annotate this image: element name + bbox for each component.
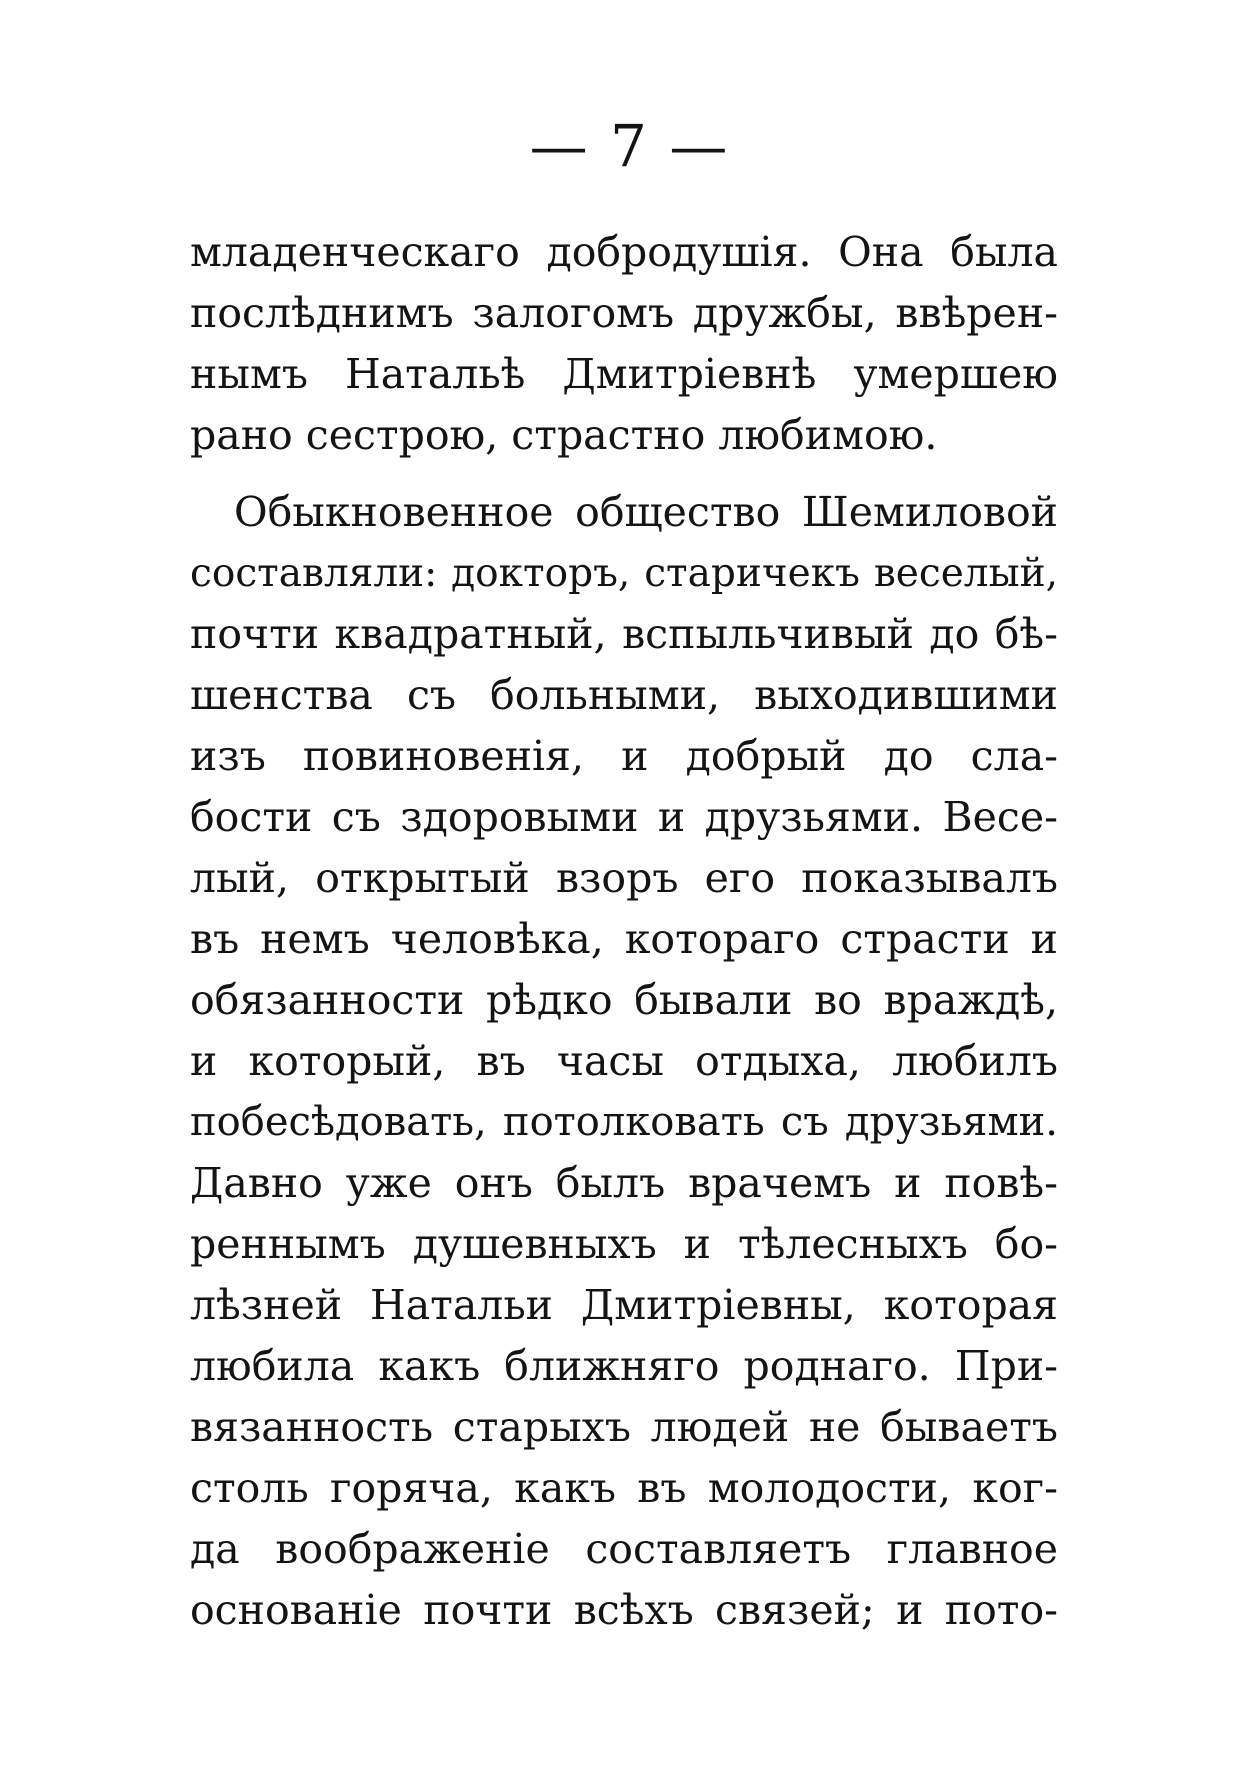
text-line: составляли: докторъ, старичекъ веселый,	[190, 551, 1058, 596]
text-line: лый, открытый взоръ его показывалъ	[190, 854, 1058, 902]
paragraph-2	[190, 482, 1058, 1641]
text-line: въ немъ человѣка, котораго страсти и	[190, 915, 1058, 963]
text-line: основаніе почти всѣхъ связей; и пото-	[190, 1586, 1058, 1634]
text-line: нымъ Натальѣ Дмитріевнѣ умершею	[190, 350, 1058, 398]
text-line: бости съ здоровыми и друзьями. Весе-	[190, 793, 1058, 841]
page-number: — 7 —	[529, 112, 730, 180]
text-line: почти квадратный, вспыльчивый до бѣ-	[190, 610, 1058, 658]
text-line: послѣднимъ залогомъ дружбы, ввѣрен-	[190, 289, 1058, 337]
text-line: реннымъ душевныхъ и тѣлесныхъ бо-	[190, 1220, 1058, 1268]
text-line: шенства съ больными, выходившими	[190, 671, 1058, 719]
text-line: столь горяча, какъ въ молодости, ког-	[190, 1464, 1058, 1512]
text-line: лѣзней Натальи Дмитріевны, которая	[190, 1281, 1058, 1329]
text-line: любила какъ ближняго роднаго. При-	[190, 1342, 1058, 1390]
text-line: Давно уже онъ былъ врачемъ и повѣ-	[190, 1159, 1058, 1207]
text-line: обязанности рѣдко бывали во враждѣ,	[190, 976, 1058, 1024]
text-line: младенческаго добродушія. Она была	[190, 228, 1058, 276]
text-line: и который, въ часы отдыха, любилъ	[190, 1037, 1058, 1085]
paragraph-1	[190, 222, 1058, 466]
text-line: побесѣдовать, потолковать съ друзьями.	[190, 1099, 1058, 1145]
text-line: да воображеніе составляетъ главное	[190, 1525, 1058, 1573]
text-line: изъ повиновенія, и добрый до сла-	[190, 732, 1058, 780]
text-line: рано сестрою, страстно любимою.	[190, 411, 938, 459]
text-line: Обыкновенное общество Шемиловой	[234, 488, 1058, 536]
text-line: вязанность старыхъ людей не бываетъ	[190, 1403, 1058, 1451]
